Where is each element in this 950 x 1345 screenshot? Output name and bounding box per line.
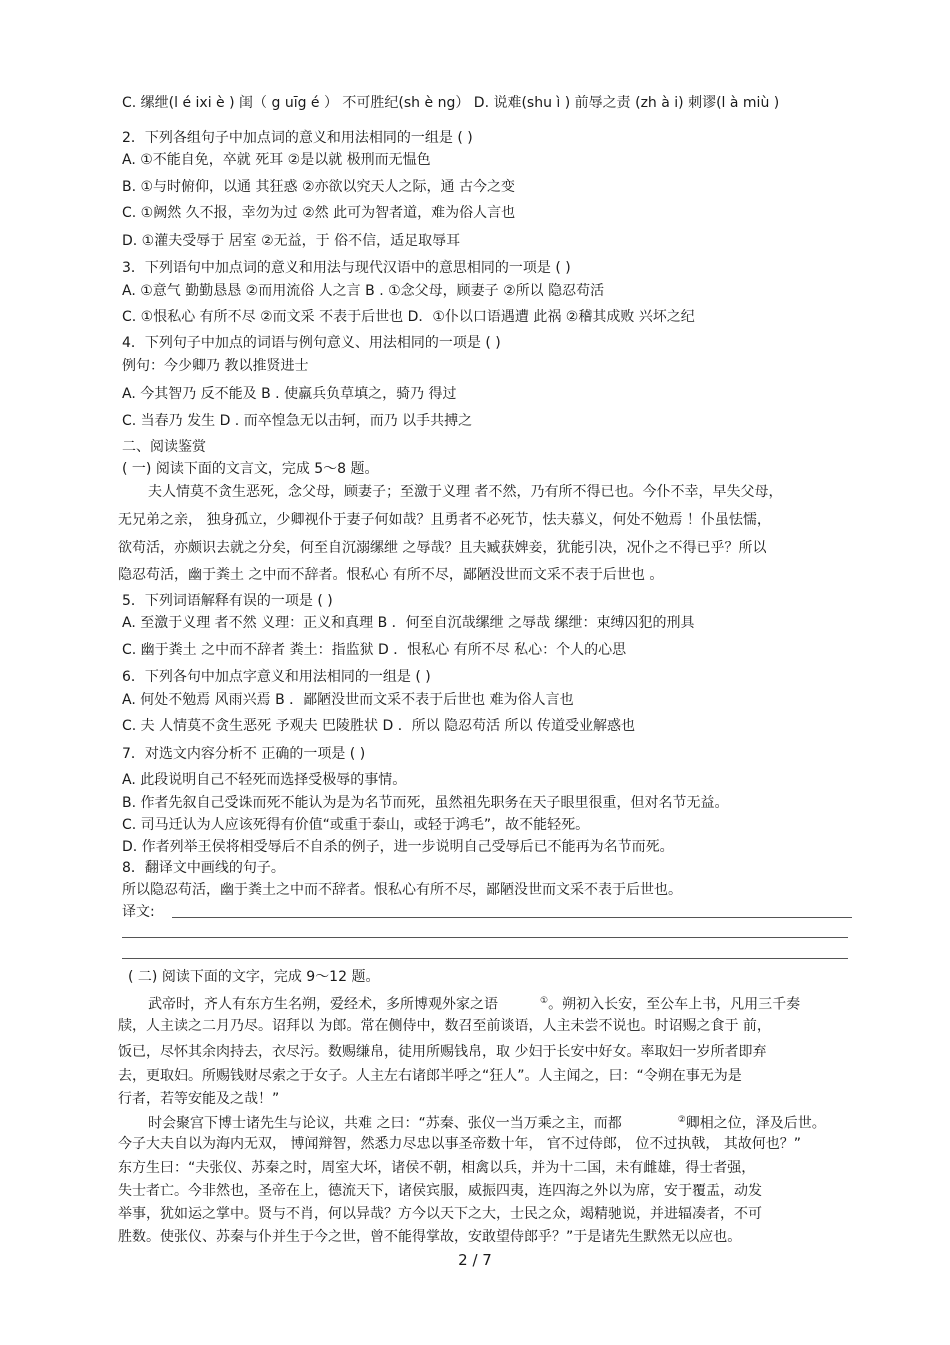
option-line: C. 当春乃 发生 D . 而卒惶急无以击轲，而乃 以手共搏之 (122, 413, 473, 429)
passage-text: 。朔初入长安，至公车上书，凡用三千奏 (548, 996, 801, 1013)
option-line: A. 何处不勉焉 风雨兴焉 B ．鄙陋没世而文采不表于后世也 难为俗人言也 (122, 692, 574, 708)
section-heading: 二、阅读鉴赏 (122, 439, 206, 455)
option-line: C. 司马迁认为人应该死得有价值“或重于泰山，或轻于鸿毛”，故不能轻死。 (122, 817, 590, 833)
passage-line: 夫人情莫不贪生恶死，念父母，顾妻子；至激于义理 者不然，乃有所不得已也。今仆不幸，早失父母， (148, 484, 783, 500)
page-number: 2 / 7 (458, 1251, 492, 1269)
question-4: 4．下列句子中加点的词语与例句意义、用法相同的一项是 ( ) (122, 335, 501, 351)
passage-line (148, 991, 800, 1015)
option-line: C. ①恨私心 有所不尽 ②而文采 不表于后世也 D．①仆以口语遇遭 此祸 ②稽其成败 兴坏之纪 (122, 309, 695, 325)
question-2: 2．下列各组句子中加点词的意义和用法相同的一组是 ( ) (122, 130, 473, 146)
translate-sentence: 所以隐忍苟活，幽于粪土之中而不辞者。恨私心有所不尽，鄙陋没世而文采不表于后世也。 (122, 882, 682, 898)
subsection-heading: ( 一) 阅读下面的文言文，完成 5～8 题。 (122, 461, 379, 477)
passage-line: 牍，人主读之二月乃尽。诏拜以 为郎。常在侧侍中，数召至前谈语，人主未尝不说也。时诏赐之食于 前， (118, 1018, 771, 1034)
passage-line: 胜数。使张仪、苏秦与仆并生于今之世，曾不能得掌故，安敢望侍郎乎？”于是诸先生默然无以应也。 (118, 1229, 742, 1245)
option-line: A. 今其智乃 反不能及 B . 使羸兵负草填之，骑乃 得过 (122, 386, 457, 402)
passage-line: 饭已，尽怀其余肉持去，衣尽污。数赐缣帛，徒用所赐钱帛，取 少妇于长安中好女。率取妇一岁所者即弃 (118, 1044, 767, 1060)
option-line: C. 幽于粪土 之中而不辞者 粪土：指监狱 D ．恨私心 有所不尽 私心：个人的心思 (122, 642, 627, 658)
passage-line: 无兄弟之亲， 独身孤立，少卿视仆于妻子何如哉？且勇者不必死节，怯夫慕义，何处不勉焉 ！仆虽怯懦， (118, 512, 771, 528)
question-7: 7．对选文内容分析不 正确的一项是 ( ) (122, 746, 366, 762)
option-line: B. ①与时俯仰，以通 其狂惑 ②亦欲以究天人之际，通 古今之变 (122, 179, 515, 195)
answer-line[interactable] (172, 917, 852, 918)
passage-text: 时会聚宫下博士诸先生与论议，共难 之曰：“苏秦、张仪一当万乘之主，而都 (148, 1115, 622, 1132)
option-line: D. 作者列举王侯将相受辱后不自杀的例子，进一步说明自己受辱后已不能再为名节而死。 (122, 839, 674, 855)
question-6: 6．下列各句中加点字意义和用法相同的一组是 ( ) (122, 669, 431, 685)
option-line: A. ①意气 勤勤恳恳 ②而用流俗 人之言 B . ①念父母，顾妻子 ②所以 隐忍苟活 (122, 283, 605, 299)
option-line: D. ①灌夫受辱于 居室 ②无益，于 俗不信，适足取辱耳 (122, 233, 461, 249)
answer-line[interactable] (122, 937, 848, 938)
passage-line (148, 1110, 826, 1134)
passage-line: 欲苟活，亦颇识去就之分矣，何至自沉溺缧绁 之辱哉？且夫臧获婢妾，犹能引决，况仆之不得已乎？所以 (118, 540, 767, 556)
answer-label: 译文: (122, 904, 155, 920)
option-line: A. 至激于义理 者不然 义理：正义和真理 B ．何至自沉哉缧绁 之辱哉 缧绁：束缚囚犯的刑具 (122, 615, 695, 631)
passage-line: 东方生曰：“夫张仪、苏秦之时，周室大坏，诸侯不朝，相禽以兵，并为十二国，未有雌雄，得士者强， (118, 1160, 756, 1176)
option-line: C. ①阙然 久不报，幸勿为过 ②然 此可为智者道，难为俗人言也 (122, 205, 516, 221)
passage-line: 失士者亡。今非然也，圣帝在上，德流天下，诸侯宾服，威振四夷，连四海之外以为席，安于覆盂，动发 (118, 1183, 762, 1199)
question-3: 3．下列语句中加点词的意义和用法与现代汉语中的意思相同的一项是 ( ) (122, 260, 571, 276)
passage-text: 武帝时，齐人有东方生名朔，爱经术，多所博观外家之语 (148, 996, 498, 1013)
passage-line: 今子大夫自以为海内无双， 博闻辩智，然悉力尽忠以事圣帝数十年， 官不过侍郎， 位不过执戟， 其故何也？” (118, 1136, 802, 1152)
example-line: 例句：今少卿乃 教以推贤进士 (122, 358, 309, 374)
question-8: 8．翻译文中画线的句子。 (122, 860, 285, 876)
text-line: C. 缧绁(l é ixi è ) 闺（ g uīg é ） 不可胜纪(sh è ng） D. 说难(shu ì ) 前辱之责 (zh à i) 刺谬(l à miù ) (122, 95, 780, 111)
passage-line: 隐忍苟活，幽于粪土 之中而不辞者。恨私心 有所不尽，鄙陋没世而文采不表于后世也 。 (118, 567, 664, 583)
question-5: 5．下列词语解释有误的一项是 ( ) (122, 593, 333, 609)
subsection-heading: ( 二) 阅读下面的文字，完成 9～12 题。 (128, 969, 380, 985)
passage-text: 卿相之位，泽及后世。 (685, 1115, 826, 1132)
option-line: A. 此段说明自己不轻死而选择受极辱的事情。 (122, 772, 407, 788)
option-line: A. ①不能自免，卒就 死耳 ②是以就 极刑而无愠色 (122, 152, 431, 168)
option-line: B. 作者先叙自己受诛而死不能认为是为名节而死，虽然祖先职务在天子眼里很重，但对名节无益。 (122, 795, 729, 811)
passage-line: 去，更取妇。所赐钱财尽索之于女子。人主左右诸郎半呼之“狂人”。人主闻之，曰：“令朔在事无为是 (118, 1068, 742, 1084)
passage-line: 行者，若等安能及之哉！” (118, 1091, 280, 1107)
answer-line[interactable] (122, 958, 848, 959)
footnote-mark: ① (540, 996, 549, 1006)
option-line: C. 夫 人情莫不贪生恶死 予观夫 巴陵胜状 D ．所以 隐忍苟活 所以 传道受业解惑也 (122, 718, 636, 734)
footnote-mark: ② (677, 1115, 686, 1125)
passage-line: 举事，犹如运之掌中。贤与不肖，何以异哉？方今以天下之大，士民之众，竭精驰说，并进辐凑者，不可 (118, 1206, 762, 1222)
